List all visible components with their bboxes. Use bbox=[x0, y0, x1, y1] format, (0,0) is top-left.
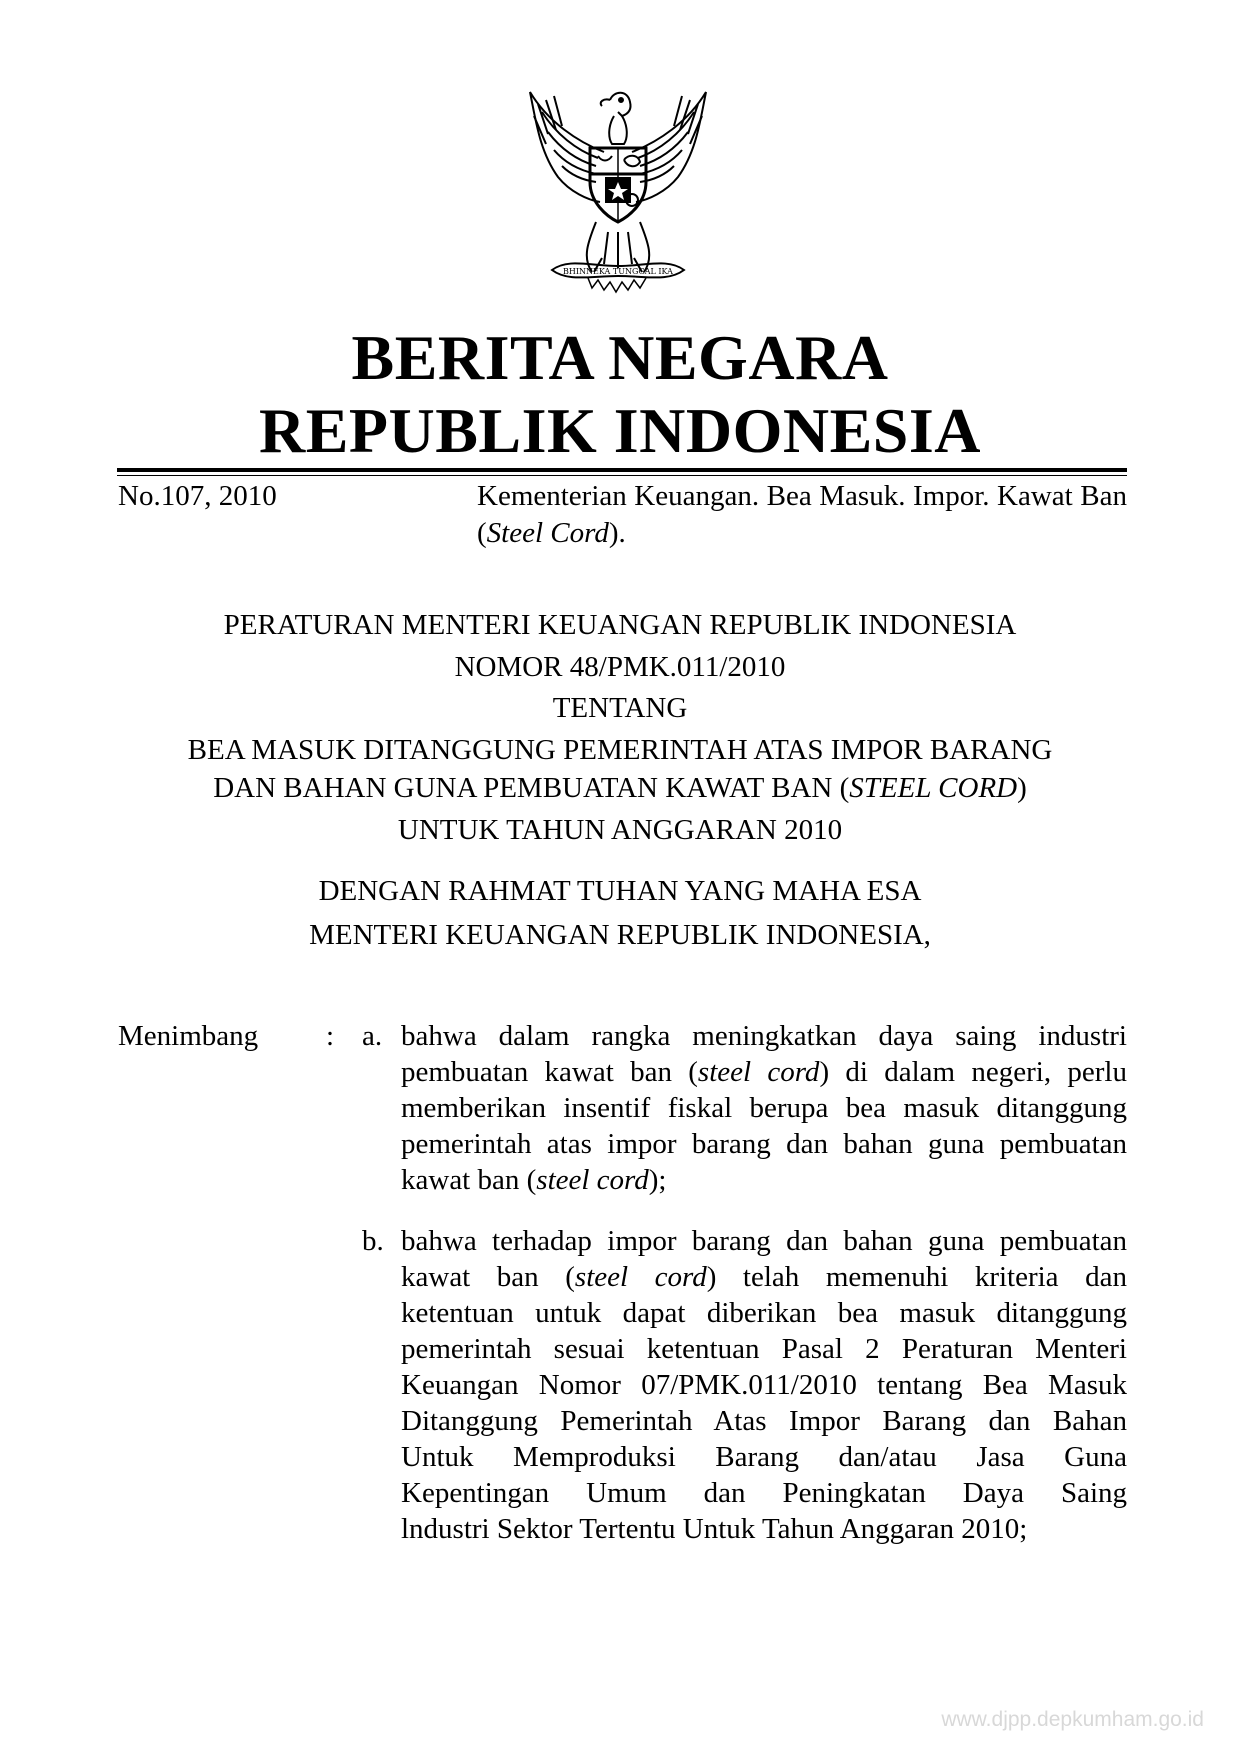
paragraph-line: Untuk Memproduksi Barang dan/atau Jasa Guna bbox=[401, 1441, 1127, 1473]
regulation-number: NOMOR 48/PMK.011/2010 bbox=[454, 651, 786, 683]
watermark-url: www.djpp.depkumham.go.id bbox=[941, 1708, 1204, 1731]
considering-colon: : bbox=[326, 1020, 335, 1052]
gazette-number: No.107, 2010 bbox=[118, 480, 277, 512]
svg-text:BHINNEKA TUNGGAL IKA: BHINNEKA TUNGGAL IKA bbox=[563, 267, 673, 276]
regulation-subject-line: DAN BAHAN GUNA PEMBUATAN KAWAT BAN (STEEL CORD) bbox=[213, 772, 1027, 804]
item-marker-b: b. bbox=[362, 1225, 384, 1257]
paragraph-line: pemerintah sesuai ketentuan Pasal 2 Peraturan Menteri bbox=[401, 1333, 1127, 1365]
paragraph-line: kawat ban (steel cord); bbox=[401, 1164, 667, 1196]
paragraph-line: pembuatan kawat ban (steel cord) di dalam negeri, perlu bbox=[401, 1056, 1127, 1088]
regulation-about: TENTANG bbox=[552, 692, 688, 724]
garuda-emblem-icon bbox=[518, 82, 718, 300]
considering-label: Menimbang bbox=[118, 1020, 259, 1052]
paragraph-line: kawat ban (steel cord) telah memenuhi kriteria dan bbox=[401, 1261, 1127, 1293]
paragraph-line: Ditanggung Pemerintah Atas Impor Barang dan Bahan bbox=[401, 1405, 1127, 1437]
gazette-title: BERITA NEGARA bbox=[351, 322, 889, 393]
gazette-subtitle: REPUBLIK INDONESIA bbox=[258, 395, 982, 466]
gazette-subject: Kementerian Keuangan. Bea Masuk. Impor. Kawat Ban (Steel Cord). bbox=[477, 480, 1127, 549]
regulation-subject-line: BEA MASUK DITANGGUNG PEMERINTAH ATAS IMPOR BARANG bbox=[187, 734, 1053, 766]
invocation: DENGAN RAHMAT TUHAN YANG MAHA ESA bbox=[318, 875, 922, 907]
paragraph-line: Keuangan Nomor 07/PMK.011/2010 tentang Bea Masuk bbox=[401, 1369, 1127, 1401]
paragraph-line: ketentuan untuk dapat diberikan bea masuk ditanggung bbox=[401, 1297, 1127, 1329]
regulation-subject-line: UNTUK TAHUN ANGGARAN 2010 bbox=[397, 814, 843, 846]
header-divider bbox=[117, 468, 1127, 472]
issuer: MENTERI KEUANGAN REPUBLIK INDONESIA, bbox=[309, 919, 931, 951]
considering-item-b bbox=[401, 1223, 1127, 1547]
paragraph-line: memberikan insentif fiskal berupa bea masuk ditanggung bbox=[401, 1092, 1127, 1124]
paragraph-line: Kepentingan Umum dan Peningkatan Daya Saing bbox=[401, 1477, 1127, 1509]
considering-item-a bbox=[401, 1018, 1127, 1198]
paragraph-line: lndustri Sektor Tertentu Untuk Tahun Anggaran 2010; bbox=[401, 1513, 1028, 1545]
item-marker-a: a. bbox=[362, 1020, 383, 1052]
paragraph-line: pemerintah atas impor barang dan bahan guna pembuatan bbox=[401, 1128, 1127, 1160]
paragraph-line: bahwa terhadap impor barang dan bahan guna pembuatan bbox=[401, 1225, 1127, 1257]
paragraph-line: bahwa dalam rangka meningkatkan daya saing industri bbox=[401, 1020, 1127, 1052]
header-divider-thin bbox=[117, 475, 1127, 476]
regulation-title: PERATURAN MENTERI KEUANGAN REPUBLIK INDONESIA bbox=[223, 609, 1017, 641]
